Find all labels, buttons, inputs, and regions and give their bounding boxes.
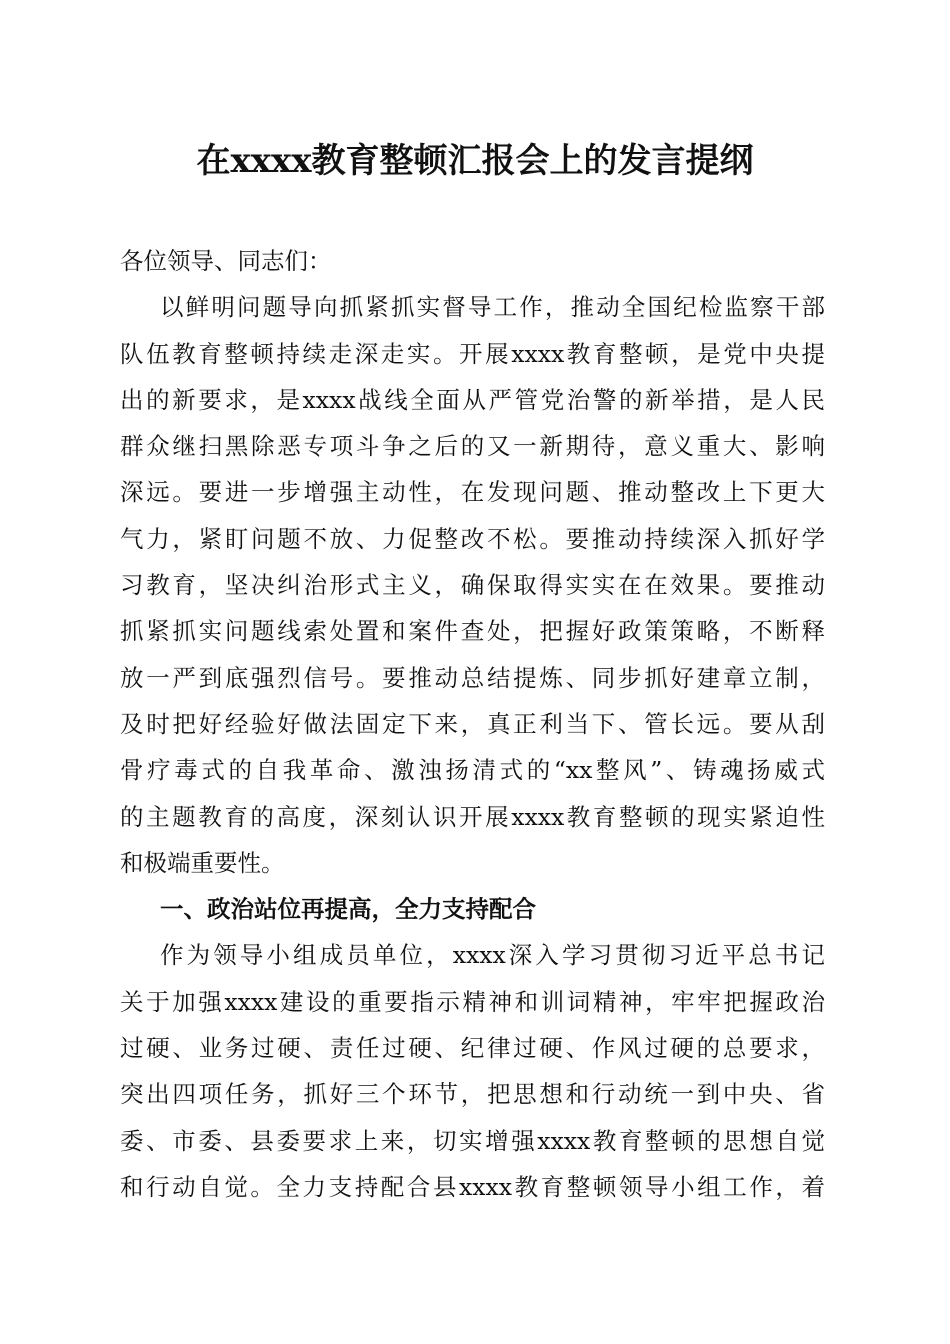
paragraph-line: 队伍教育整顿持续走深走实。开展xxxx教育整顿，是党中央提: [120, 339, 825, 368]
paragraph-line: 气力，紧盯问题不放、力促整改不松。要推动持续深入抓好学: [120, 524, 825, 553]
paragraph-line: 委、市委、县委要求上来，切实增强xxxx教育整顿的思想自觉: [120, 1126, 825, 1155]
paragraph-section1: [120, 932, 825, 1210]
paragraph-line: 放一严到底强烈信号。要推动总结提炼、同步抓好建章立制，: [120, 663, 825, 692]
paragraph-line: 的主题教育的高度，深刻认识开展xxxx教育整顿的现实紧迫性: [120, 802, 825, 831]
salutation: 各位领导、同志们：: [120, 247, 332, 275]
paragraph-line: 抓紧抓实问题线索处置和案件查处，把握好政策策略，不断释: [120, 617, 825, 646]
paragraph-line: 作为领导小组成员单位，xxxx深入学习贯彻习近平总书记: [160, 941, 825, 970]
document-title: 在xxxx教育整顿汇报会上的发言提纲: [196, 141, 754, 181]
paragraph-line: 过硬、业务过硬、责任过硬、纪律过硬、作风过硬的总要求，: [120, 1034, 825, 1063]
paragraph-line: 习教育，坚决纠治形式主义，确保取得实实在在效果。要推动: [120, 571, 825, 600]
paragraph-line: 群众继扫黑除恶专项斗争之后的又一新期待，意义重大、影响: [120, 432, 825, 461]
paragraph-line: 突出四项任务，抓好三个环节，把思想和行动统一到中央、省: [120, 1080, 825, 1109]
paragraph-line: 关于加强xxxx建设的重要指示精神和训词精神，牢牢把握政治: [120, 987, 825, 1016]
paragraph-line: 和极端重要性。: [120, 848, 285, 877]
document-body: [120, 238, 825, 1210]
paragraph-line: 和行动自觉。全力支持配合县xxxx教育整顿领导小组工作，着: [120, 1172, 825, 1201]
paragraph-line: 以鲜明问题导向抓紧抓实督导工作，推动全国纪检监察干部: [160, 293, 825, 322]
paragraph-intro: [120, 284, 825, 886]
paragraph-line: 深远。要进一步增强主动性，在发现问题、推动整改上下更大: [120, 478, 825, 507]
paragraph-line: 出的新要求，是xxxx战线全面从严管党治警的新举措，是人民: [120, 385, 825, 414]
paragraph-line: 及时把好经验好做法固定下来，真正利当下、管长远。要从刮: [120, 709, 825, 738]
paragraph-line: 骨疗毒式的自我革命、激浊扬清式的“xx整风”、铸魂扬威式: [120, 756, 825, 785]
section-heading: 一、政治站位再提高，全力支持配合: [160, 895, 536, 924]
